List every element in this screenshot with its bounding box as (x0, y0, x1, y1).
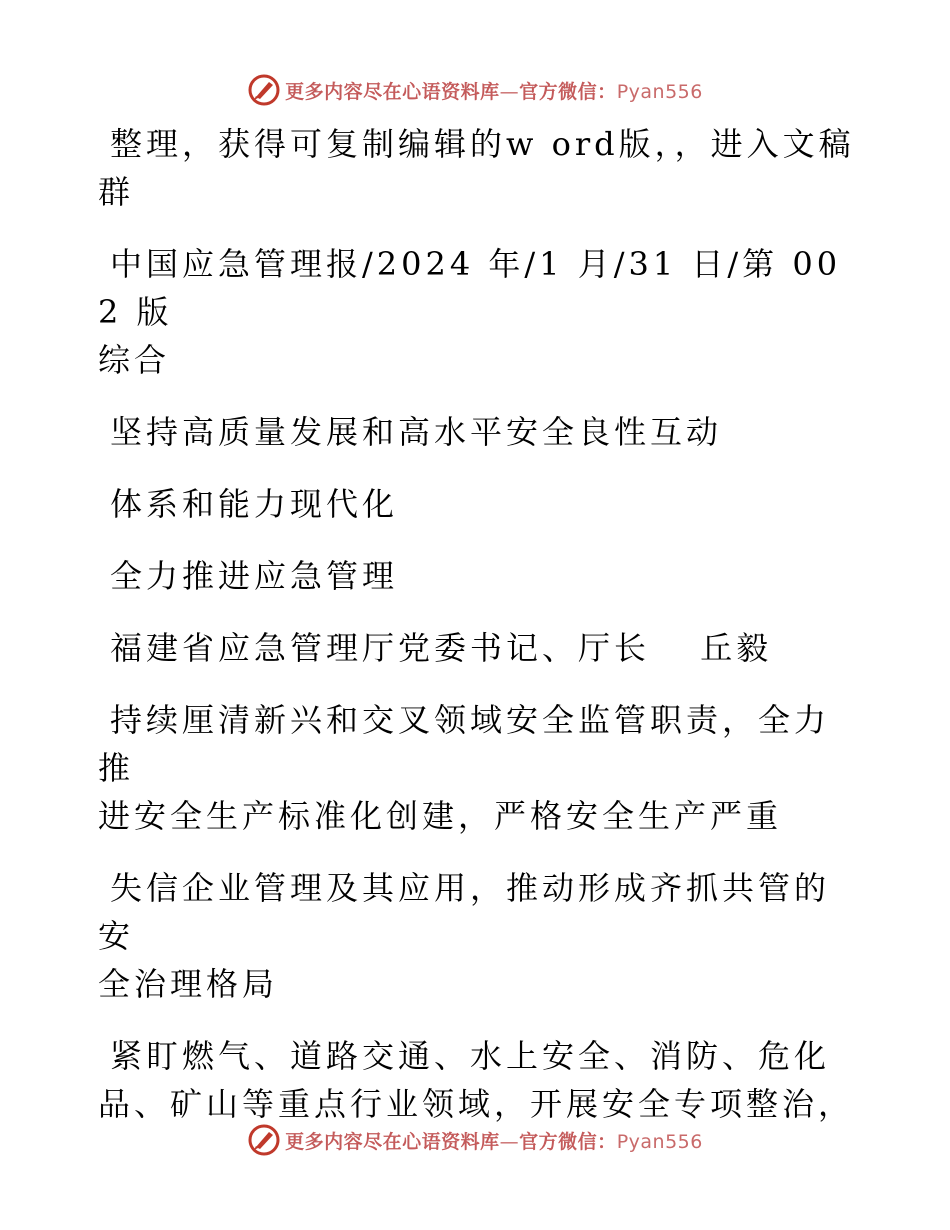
watermark-contact-id: Pyan556 (616, 1130, 703, 1153)
paragraph: 中国应急管理报/2024 年/1 月/31 日/第 002 版 综合 (98, 245, 842, 379)
paragraph: 失信企业管理及其应用，推动形成齐抓共管的安 全治理格局 (98, 869, 831, 1003)
watermark-brand: 更多内容尽在心语资料库 (285, 80, 500, 103)
brush-logo-icon (247, 1123, 281, 1157)
watermark-separator: — (499, 80, 520, 103)
watermark-separator: — (499, 1130, 520, 1153)
watermark-brand: 更多内容尽在心语资料库 (285, 1130, 500, 1153)
header-watermark (0, 72, 950, 108)
paragraph: 紧盯燃气、道路交通、水上安全、消防、危化 品、矿山等重点行业领域，开展安全专项整治， (98, 1037, 855, 1123)
watermark-contact-id: Pyan556 (616, 80, 703, 103)
paragraph: 体系和能力现代化 (110, 485, 399, 523)
brush-logo-icon (247, 73, 281, 107)
watermark-contact-label: 官方微信： (519, 1130, 617, 1153)
paragraph: 福建省应急管理厅党委书记、厅长 丘毅 (110, 629, 773, 667)
watermark-text (285, 1127, 703, 1154)
paragraph: 全力推进应急管理 (110, 557, 399, 595)
paragraph: 整理，获得可复制编辑的w ord版，，进入文稿 群 (98, 125, 855, 211)
paragraph: 坚持高质量发展和高水平安全良性互动 (110, 413, 723, 451)
watermark-text (285, 77, 703, 104)
watermark-contact-label: 官方微信： (519, 80, 617, 103)
document-body (98, 120, 858, 1152)
paragraph: 持续厘清新兴和交叉领域安全监管职责，全力推 进安全生产标准化创建，严格安全生产严重 (98, 701, 831, 835)
footer-watermark (0, 1122, 950, 1158)
